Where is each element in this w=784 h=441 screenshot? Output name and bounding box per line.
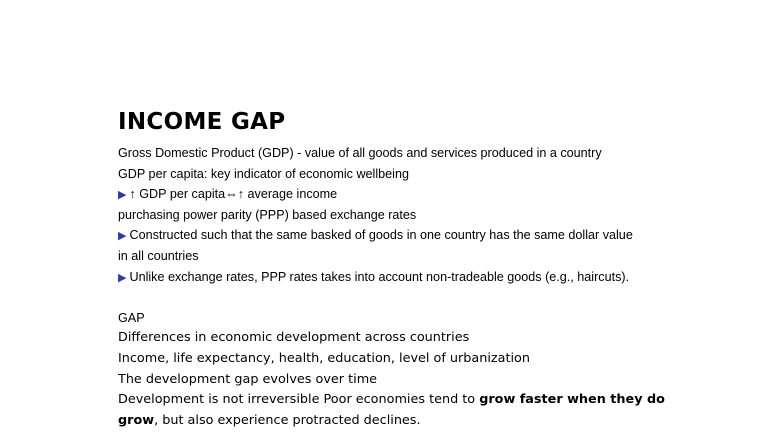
bullet-text: Unlike exchange rates, PPP rates takes into account non-tradeable goods (e.g., haircuts).	[129, 269, 630, 284]
gap-text-plain: , but also experience protracted declines.	[154, 412, 421, 428]
bullet-text: ↑ GDP per capita⇔↑ average income	[129, 187, 338, 202]
bullet-gdp-income	[118, 184, 663, 205]
gdp-definition: Gross Domestic Product (GDP) - value of all goods and services produced in a country	[118, 146, 602, 160]
ppp-line: purchasing power parity (PPP) based exchange rates	[118, 207, 417, 222]
slide-title: INCOME GAP	[118, 109, 286, 135]
gdp-per-capita-line: GDP per capita: key indicator of economic wellbeing	[118, 166, 409, 181]
gap-text-plain: Development is not irreversible Poor economies tend to	[118, 392, 480, 408]
gap-text-bold: grow	[118, 412, 155, 428]
spacer	[118, 287, 663, 308]
triangle-bullet-icon: ▶	[118, 271, 127, 284]
slide-body	[118, 143, 663, 431]
bullet-ppp-nontradeable	[118, 267, 663, 288]
bullet-ppp-construction	[118, 225, 663, 246]
gap-text-bold: grow faster when they do	[479, 392, 665, 408]
gap-line-irreversible-continued	[118, 411, 663, 432]
bullet-text: Constructed such that the same basked of goods in one country has the same dollar value	[129, 228, 633, 243]
gap-line-evolves: The development gap evolves over time	[118, 371, 378, 387]
bullet-ppp-construction-continued: in all countries	[118, 248, 199, 263]
gap-heading: GAP	[118, 310, 145, 325]
triangle-bullet-icon: ▶	[118, 230, 127, 243]
triangle-bullet-icon: ▶	[118, 189, 127, 202]
gap-line-differences: Differences in economic development across countries	[118, 330, 470, 346]
gap-line-indicators: Income, life expectancy, health, education, level of urbanization	[118, 350, 530, 366]
gap-line-irreversible	[118, 390, 663, 411]
